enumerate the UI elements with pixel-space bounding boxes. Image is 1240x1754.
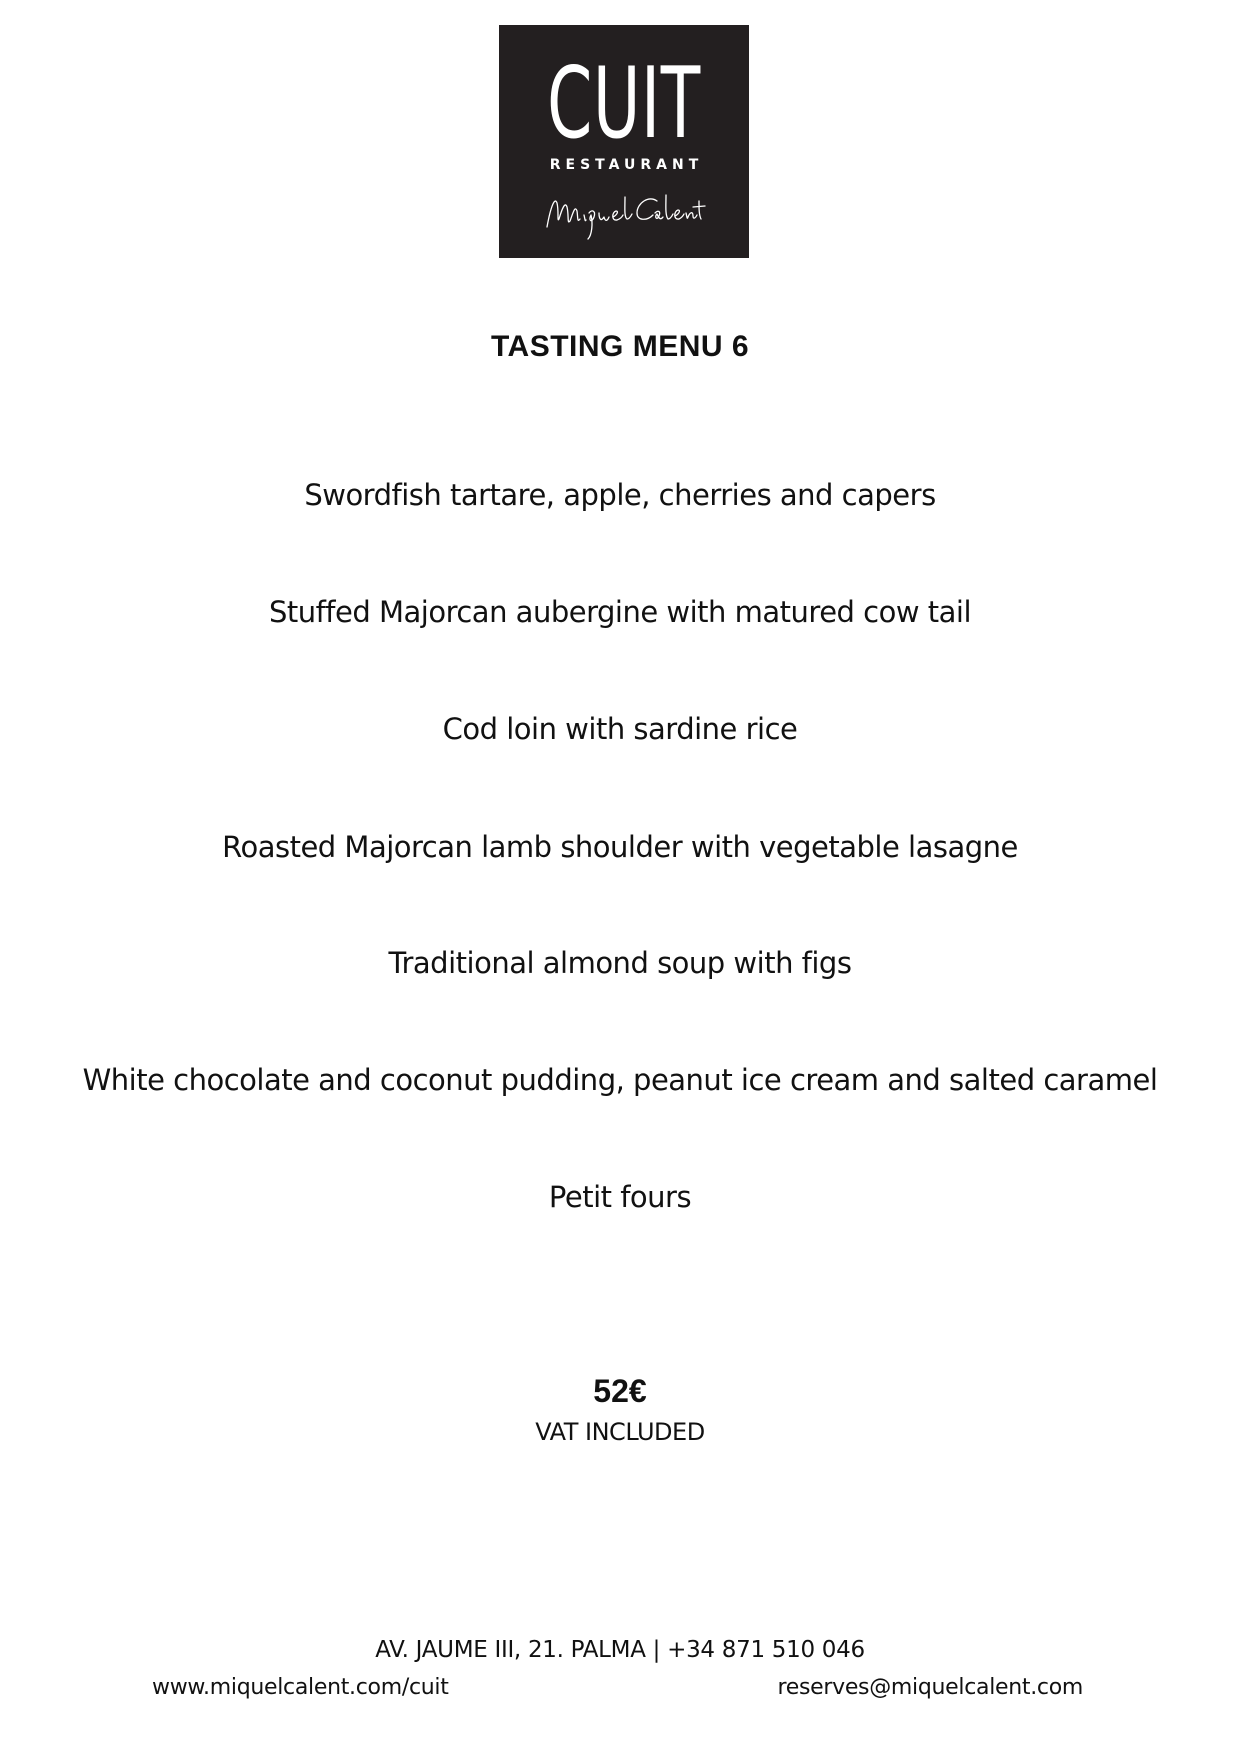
dish-7: Petit fours xyxy=(548,1180,692,1214)
dish-1: Swordfish tartare, apple, cherries and capers xyxy=(304,478,936,512)
website-link[interactable]: www.miquelcalent.com/cuit xyxy=(152,1675,449,1700)
vat-note: VAT INCLUDED xyxy=(535,1418,705,1446)
menu-price: 52€ xyxy=(593,1373,647,1409)
dish-4: Roasted Majorcan lamb shoulder with vegetable lasagne xyxy=(222,830,1018,864)
logo-subtitle: RESTAURANT xyxy=(549,157,704,173)
restaurant-logo xyxy=(499,25,749,258)
dish-3: Cod loin with sardine rice xyxy=(442,712,798,746)
footer-address: AV. JAUME III, 21. PALMA | +34 871 510 046 xyxy=(375,1637,865,1663)
logo-wordmark: CUIT xyxy=(547,47,701,161)
menu-title: TASTING MENU 6 xyxy=(490,330,750,363)
logo-signature xyxy=(539,175,709,245)
dish-2: Stuffed Majorcan aubergine with matured cow tail xyxy=(268,595,972,629)
email-link[interactable]: reserves@miquelcalent.com xyxy=(777,1675,1083,1700)
dish-6: White chocolate and coconut pudding, peanut ice cream and salted caramel xyxy=(82,1063,1158,1097)
dish-5: Traditional almond soup with figs xyxy=(388,946,852,980)
